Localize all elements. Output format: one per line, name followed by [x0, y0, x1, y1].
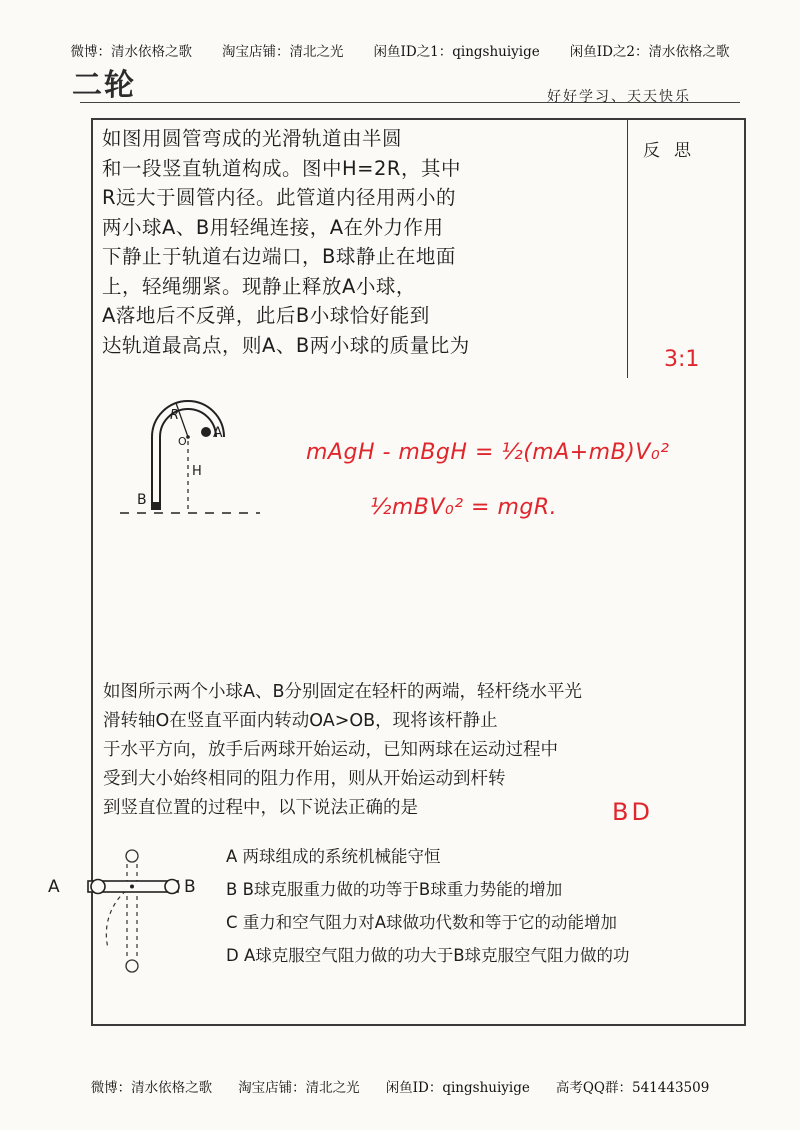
footer-qq: 高考QQ群：541443509	[555, 1080, 710, 1096]
question-2-figure	[38, 840, 228, 980]
footer-strip	[0, 1076, 800, 1096]
question-1-line: A落地后不反弹，此后B小球恰好能到	[102, 304, 430, 327]
question-2-options	[226, 840, 781, 972]
header-weibo: 微博：清水依格之歌	[70, 44, 192, 60]
motto-rule	[80, 102, 740, 103]
header-xianyu-1: 闲鱼ID之1：qingshuiyige	[373, 44, 540, 60]
tube-outer-wall	[152, 401, 224, 510]
center-point-o	[186, 435, 190, 439]
ball-a-initial	[91, 880, 105, 894]
page-tag: 二轮	[72, 68, 136, 103]
label-o: O	[178, 435, 187, 448]
question-1-line: 下静止于轨道右边端口，B球静止在地面	[102, 245, 456, 268]
header-xianyu-2: 闲鱼ID之2：清水依格之歌	[569, 44, 730, 60]
question-1-text	[102, 124, 627, 360]
question-2-line: 于水平方向，放手后两球开始运动，已知两球在运动过程中	[103, 740, 558, 760]
label-b: B	[137, 492, 147, 508]
ball-b-initial	[165, 880, 179, 894]
reflection-column-divider	[627, 118, 628, 378]
ball-a-final-position	[126, 960, 138, 972]
question-1-line: R远大于圆管内径。此管道内径用两小的	[102, 186, 457, 209]
footer-weibo: 微博：清水依格之歌	[90, 1080, 213, 1096]
option-d: D A球克服空气阻力做的功大于B球克服空气阻力做的功	[226, 946, 630, 965]
option-b: B B球克服重力做的功等于B球重力势能的增加	[226, 880, 563, 899]
question-2-line: 受到大小始终相同的阻力作用，则从开始运动到杆转	[103, 769, 506, 789]
rotation-path-a	[106, 886, 132, 948]
label-a: A	[48, 877, 60, 897]
question-1-line: 上，轻绳绷紧。现静止释放A小球，	[102, 274, 416, 298]
reflection-label: 反思	[643, 141, 705, 161]
ball-b	[151, 502, 161, 510]
working-equation-2: ½mBV₀² = mgR.	[370, 495, 558, 520]
question-2-line: 到竖直位置的过程中，以下说法正确的是	[103, 798, 418, 818]
header-taobao: 淘宝店铺：清北之光	[221, 44, 344, 60]
option-a: A 两球组成的系统机械能守恒	[226, 847, 441, 866]
question-1-line: 两小球A、B用轻绳连接，A在外力作用	[102, 215, 444, 239]
option-c: C 重力和空气阻力对A球做功代数和等于它的动能增加	[226, 913, 618, 932]
question-1-line: 如图用圆管弯成的光滑轨道由半圆	[102, 127, 403, 150]
question-2-answer: BD	[612, 798, 653, 826]
label-r: R	[170, 408, 180, 423]
question-1-line: 达轨道最高点，则A、B两小球的质量比为	[102, 333, 470, 357]
question-1-line: 和一段竖直轨道构成。图中H=2R，其中	[102, 156, 461, 180]
question-1-answer: 3:1	[664, 347, 700, 372]
header-strip	[0, 40, 800, 60]
question-1-figure	[120, 385, 270, 525]
question-2-line: 如图所示两个小球A、B分别固定在轻杆的两端，轻杆绕水平光	[103, 682, 582, 702]
footer-xianyu: 闲鱼ID：qingshuiyige	[385, 1080, 530, 1096]
question-2-line: 滑转轴O在竖直平面内转动OA>OB，现将该杆静止	[103, 711, 498, 731]
motto: 好好学习、天天快乐	[547, 89, 691, 105]
ball-b-final-position	[126, 850, 138, 862]
ball-a	[201, 427, 211, 437]
label-a: A	[213, 425, 223, 441]
pivot-o	[130, 885, 134, 889]
label-h: H	[192, 464, 202, 479]
working-equation-1: mAgH - mBgH = ½(mA+mB)V₀²	[306, 440, 670, 465]
label-b: B	[184, 877, 196, 897]
footer-taobao: 淘宝店铺：清北之光	[238, 1080, 360, 1096]
